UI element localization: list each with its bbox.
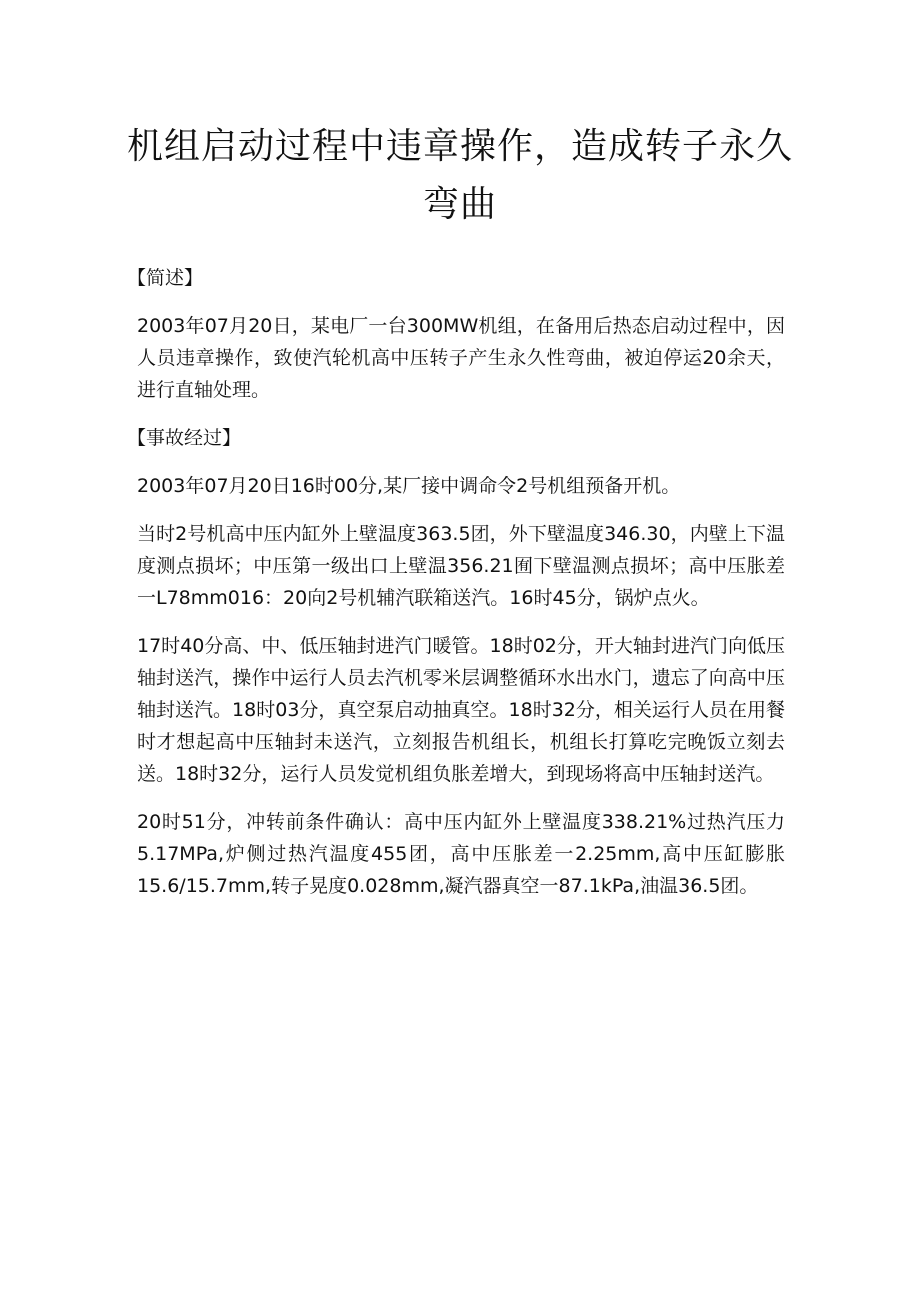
section-heading-accident-process: 【事故经过】 — [127, 427, 242, 449]
process-paragraph-1: 2003年07月20日16时00分,某厂接中调命令2号机组预备开机。 — [137, 475, 681, 497]
process-paragraph-3: 17时40分高、中、低压轴封进汽门暖管。18时02分，开大轴封进汽门向低压轴封送汽，操作中运行人员去汽机零米层调整循环水出水门，遗忘了向高中压轴封送汽。18时03分，真空泵启动抽真空。18时32分，相关运行人员在用餐时才想起高中压轴封未送汽，立刻报告机组长，机组长打算吃完晚饭立刻去送。18时32分，运行人员发觉机组负胀差增大，到现场将高中压轴封送汽。 — [137, 635, 785, 785]
process-paragraph-2: 当时2号机高中压内缸外上壁温度363.5团，外下壁温度346.30，内壁上下温度测点损坏；中压第一级出口上壁温356.21囿下壁温测点损坏；高中压胀差一L78mm016：20向2号机辅汽联箱送汽。16时45分，锅炉点火。 — [137, 523, 785, 609]
section-heading-summary: 【简述】 — [127, 267, 204, 289]
summary-paragraph: 2003年07月20日，某电厂一台300MW机组，在备用后热态启动过程中，因人员违章操作，致使汽轮机高中压转子产生永久性弯曲，被迫停运20余天，进行直轴处理。 — [137, 315, 785, 401]
document-title: 机组启动过程中违章操作，造成转子永久弯曲 — [126, 126, 793, 225]
process-paragraph-4: 20时51分，冲转前条件确认：高中压内缸外上壁温度338.21%过热汽压力5.17MPa,炉侧过热汽温度455团，高中压胀差一2.25mm,高中压缸膨胀15.6/15.7mm,转子晃度0.028mm,凝汽器真空一87.1kPa,油温36.5团。 — [137, 811, 785, 897]
document-body — [127, 262, 785, 918]
